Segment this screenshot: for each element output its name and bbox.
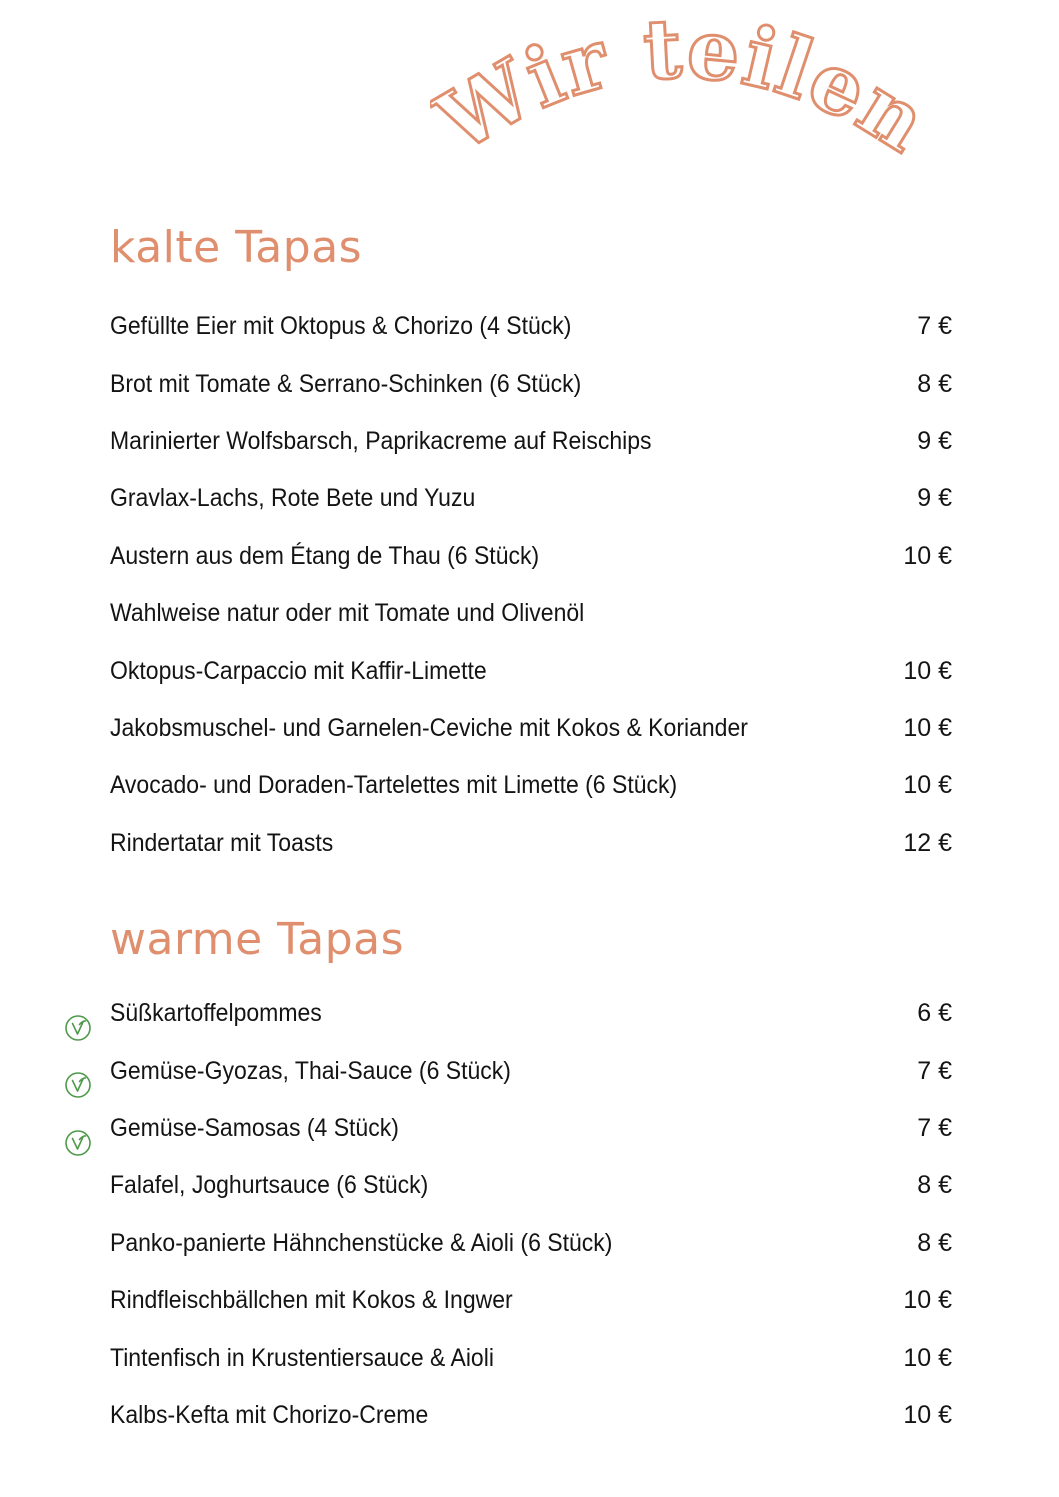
menu-list-cold [110, 298, 952, 872]
menu-item [110, 1100, 952, 1157]
item-price: 8 € [917, 1228, 952, 1257]
item-price: 10 € [903, 541, 952, 570]
item-price: 7 € [917, 1056, 952, 1085]
menu-item [110, 528, 952, 585]
vegan-icon [64, 1071, 92, 1099]
item-name: Gefüllte Eier mit Oktopus & Chorizo (4 Stück) [110, 312, 572, 341]
svg-text:Wir teilen [430, 20, 930, 172]
item-price: 12 € [903, 828, 952, 857]
item-price: 10 € [903, 713, 952, 742]
item-name: Süßkartoffelpommes [110, 999, 322, 1028]
item-name: Gemüse-Samosas (4 Stück) [110, 1113, 399, 1142]
page-title-text: Wir teile [430, 20, 884, 172]
item-name: Rindertatar mit Toasts [110, 828, 334, 857]
item-name: Marinierter Wolfsbarsch, Paprikacreme auf Reischips [110, 426, 652, 455]
item-price: 9 € [917, 484, 952, 513]
item-name: Panko-panierte Hähnchenstücke & Aioli (6 Stück) [110, 1228, 613, 1257]
item-price: 9 € [917, 426, 952, 455]
item-price: 10 € [903, 1400, 952, 1429]
menu-list-warm [110, 985, 952, 1444]
vegan-icon [64, 1014, 92, 1042]
item-price: 8 € [917, 369, 952, 398]
vegan-icon [64, 1129, 92, 1157]
menu-item [110, 1387, 952, 1444]
item-price: 10 € [903, 1286, 952, 1315]
menu-item [110, 1157, 952, 1214]
item-name: Kalbs-Kefta mit Chorizo-Creme [110, 1400, 429, 1429]
menu-item [110, 757, 952, 814]
item-price: 7 € [917, 312, 952, 341]
item-name: Wahlweise natur oder mit Tomate und Olivenöl [110, 599, 585, 628]
menu-item [110, 1272, 952, 1329]
item-price: 10 € [903, 771, 952, 800]
item-price: 8 € [917, 1171, 952, 1200]
menu-item [110, 1215, 952, 1272]
item-name: Tintenfisch in Krustentiersauce & Aioli [110, 1343, 494, 1372]
menu-item [110, 585, 952, 642]
item-name: Rindfleischbällchen mit Kokos & Ingwer [110, 1286, 513, 1315]
item-name: Gravlax-Lachs, Rote Bete und Yuzu [110, 484, 476, 513]
menu-item [110, 1042, 952, 1099]
page-title [430, 20, 930, 210]
menu-item [110, 642, 952, 699]
item-price: 6 € [917, 999, 952, 1028]
menu-item [110, 700, 952, 757]
menu-item [110, 298, 952, 355]
item-name: Brot mit Tomate & Serrano-Schinken (6 Stück) [110, 369, 582, 398]
menu-item [110, 985, 952, 1042]
section-title-cold: kalte Tapas [110, 222, 363, 273]
item-name: Gemüse-Gyozas, Thai-Sauce (6 Stück) [110, 1056, 511, 1085]
menu-item [110, 413, 952, 470]
item-price: 10 € [903, 1343, 952, 1372]
menu-item [110, 1329, 952, 1386]
item-name: Oktopus-Carpaccio mit Kaffir-Limette [110, 656, 487, 685]
item-price: 7 € [917, 1113, 952, 1142]
item-name: Austern aus dem Étang de Thau (6 Stück) [110, 541, 540, 570]
item-name: Jakobsmuschel- und Garnelen-Ceviche mit Kokos & Koriander [110, 713, 748, 742]
menu-item [110, 355, 952, 412]
menu-item [110, 470, 952, 527]
item-name: Falafel, Joghurtsauce (6 Stück) [110, 1171, 429, 1200]
section-title-warm: warme Tapas [110, 914, 405, 965]
menu-item [110, 815, 952, 872]
item-name: Avocado- und Doraden-Tartelettes mit Limette (6 Stück) [110, 771, 678, 800]
item-price: 10 € [903, 656, 952, 685]
